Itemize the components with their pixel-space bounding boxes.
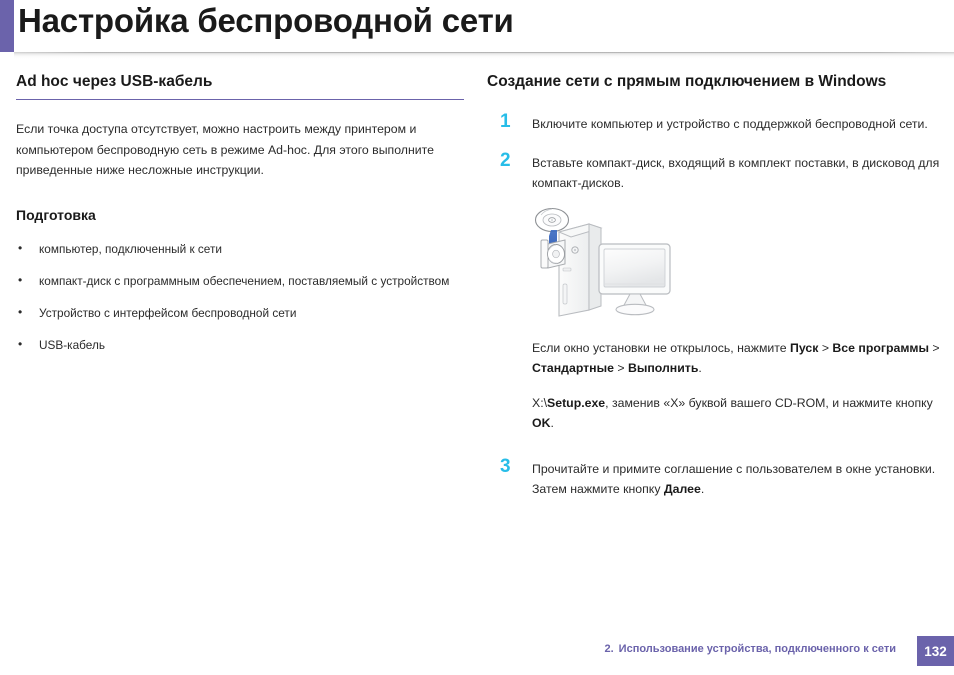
right-section-heading: Создание сети с прямым подключением в Windows bbox=[487, 73, 887, 90]
step-1 bbox=[487, 111, 942, 135]
ok-button-label: OK bbox=[532, 416, 551, 430]
preparation-list bbox=[16, 240, 464, 355]
note-sep-2: > bbox=[929, 340, 940, 355]
page-title: Настройка беспроводной сети bbox=[18, 2, 514, 39]
drive-letter-prefix: X:\ bbox=[532, 395, 548, 410]
installer-window-note bbox=[487, 338, 942, 379]
next-button-label: Далее bbox=[663, 482, 701, 496]
footer-chapter-number: 2. bbox=[604, 643, 614, 655]
setup-exe-note bbox=[487, 393, 942, 434]
left-intro-paragraph: Если точка доступа отсутствует, можно настроить между принтером и компьютером беспроводную сеть в режиме Ad-hoc. Для этого выполните приведенные ниже несложные инструкции. bbox=[16, 122, 434, 177]
step-3-text bbox=[532, 462, 935, 497]
step-2-number: 2 bbox=[500, 149, 511, 171]
footer-chapter-title: Использование устройства, подключенного к сети bbox=[618, 643, 896, 655]
step-2-text: Вставьте компакт-диск, входящий в комплект поставки, в дисковод для компакт-дисков. bbox=[532, 155, 940, 190]
step-1-number: 1 bbox=[500, 111, 511, 132]
page-number-badge: 132 bbox=[917, 636, 954, 666]
note-text-2-mid: , заменив «X» буквой вашего CD-ROM, и нажмите кнопку bbox=[605, 395, 933, 410]
step-1-text: Включите компьютер и устройство с поддержкой беспроводной сети. bbox=[532, 117, 928, 131]
list-item: • Устройство с интерфейсом беспроводной сети bbox=[16, 304, 464, 323]
step-3 bbox=[487, 455, 942, 500]
list-item: • USB-кабель bbox=[16, 336, 464, 355]
title-accent-bar bbox=[0, 0, 14, 52]
header-divider bbox=[14, 52, 954, 59]
page-footer bbox=[0, 636, 954, 668]
accessories-label: Стандартные bbox=[532, 361, 614, 375]
list-item: • компакт-диск с программным обеспечением, поставляемый с устройством bbox=[16, 272, 464, 291]
note-sep-1: > bbox=[818, 340, 833, 355]
desktop-computer-cd-icon bbox=[527, 206, 677, 321]
start-menu-label: Пуск bbox=[790, 340, 819, 355]
monitor-icon bbox=[599, 244, 670, 315]
note-text-2-end: . bbox=[550, 416, 554, 430]
note-text-1-end: . bbox=[698, 361, 702, 375]
left-section-heading: Ad hoc через USB-кабель bbox=[16, 72, 464, 100]
step-3-text-before: Прочитайте и примите соглашение с пользователем в окне установки. Затем нажмите кнопку bbox=[532, 461, 936, 496]
all-programs-label: Все программы bbox=[832, 340, 930, 355]
cd-into-computer-illustration bbox=[487, 206, 942, 326]
page-header bbox=[0, 0, 954, 56]
left-column bbox=[16, 72, 464, 368]
compact-disc-icon bbox=[536, 208, 569, 231]
right-column bbox=[487, 72, 942, 502]
step-3-number: 3 bbox=[500, 455, 511, 477]
step-2 bbox=[487, 149, 942, 194]
note-sep-3: > bbox=[613, 361, 628, 375]
step-3-text-after: . bbox=[700, 482, 705, 496]
note-text-1a: Если окно установки не открылось, нажмите bbox=[532, 340, 791, 355]
list-item: • компьютер, подключенный к сети bbox=[16, 240, 464, 259]
run-label: Выполнить bbox=[627, 361, 699, 375]
footer-chapter bbox=[604, 643, 896, 655]
setup-exe-label: Setup.exe bbox=[547, 395, 606, 410]
preparation-heading: Подготовка bbox=[16, 206, 96, 223]
